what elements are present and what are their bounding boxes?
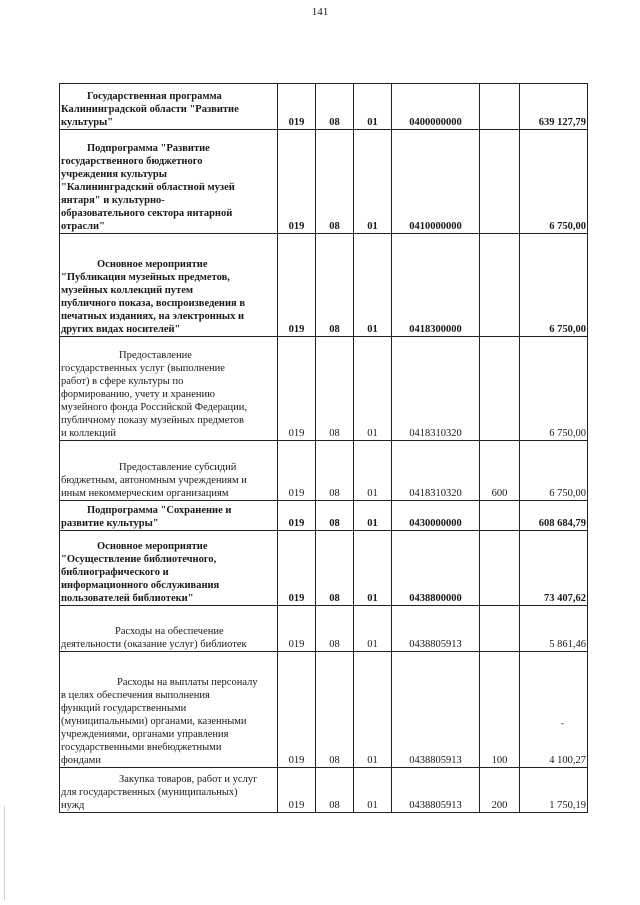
cell-csr: 0418310320	[392, 337, 480, 441]
cell-rz: 08	[316, 768, 354, 813]
cell-vr	[480, 84, 520, 130]
margin-scan-line	[4, 806, 5, 900]
cell-gr: 019	[278, 652, 316, 768]
table-row	[60, 130, 588, 234]
cell-pr: 01	[354, 606, 392, 652]
table-row	[60, 768, 588, 813]
cell-rz: 08	[316, 234, 354, 337]
dash-mark: -	[561, 718, 564, 728]
cell-pr: 01	[354, 84, 392, 130]
cell-csr: 0430000000	[392, 501, 480, 531]
cell-rz: 08	[316, 84, 354, 130]
table-row	[60, 441, 588, 501]
cell-vr: 600	[480, 441, 520, 501]
row-description: Расходы на выплаты персоналу в целях обеспечения выполнения функций государственными (муниципальными) органами, казенными учреждениями, органами управления государственными внебюджетными фондами	[60, 652, 278, 768]
cell-pr: 01	[354, 234, 392, 337]
cell-gr: 019	[278, 441, 316, 501]
table-row	[60, 606, 588, 652]
cell-vr	[480, 234, 520, 337]
table-row	[60, 337, 588, 441]
cell-rz: 08	[316, 501, 354, 531]
cell-rz: 08	[316, 441, 354, 501]
cell-gr: 019	[278, 234, 316, 337]
cell-gr: 019	[278, 606, 316, 652]
cell-vr	[480, 337, 520, 441]
row-description: Основное мероприятие "Осуществление библиотечного, библиографического и информационного обслуживания пользователей библиотеки"	[60, 531, 278, 606]
cell-csr: 0418310320	[392, 441, 480, 501]
cell-rz: 08	[316, 652, 354, 768]
cell-rz: 08	[316, 337, 354, 441]
cell-vr	[480, 130, 520, 234]
cell-csr: 0438805913	[392, 768, 480, 813]
cell-pr: 01	[354, 501, 392, 531]
table-row	[60, 501, 588, 531]
cell-rz: 08	[316, 531, 354, 606]
cell-gr: 019	[278, 768, 316, 813]
cell-amount: 1 750,19	[520, 768, 588, 813]
row-description: Государственная программа Калининградской области "Развитие культуры"	[60, 84, 278, 130]
cell-rz: 08	[316, 130, 354, 234]
cell-amount: 639 127,79	[520, 84, 588, 130]
cell-amount: 73 407,62	[520, 531, 588, 606]
cell-pr: 01	[354, 652, 392, 768]
cell-vr: 200	[480, 768, 520, 813]
cell-csr: 0438805913	[392, 652, 480, 768]
cell-gr: 019	[278, 84, 316, 130]
cell-amount: 6 750,00	[520, 441, 588, 501]
table-row	[60, 84, 588, 130]
cell-pr: 01	[354, 337, 392, 441]
cell-amount: 6 750,00	[520, 130, 588, 234]
cell-gr: 019	[278, 337, 316, 441]
table-row	[60, 531, 588, 606]
cell-amount: 608 684,79	[520, 501, 588, 531]
page-number: 141	[311, 6, 329, 18]
row-description: Расходы на обеспечение деятельности (оказание услуг) библиотек	[60, 606, 278, 652]
cell-pr: 01	[354, 768, 392, 813]
cell-csr: 0438805913	[392, 606, 480, 652]
cell-gr: 019	[278, 531, 316, 606]
cell-csr: 0438800000	[392, 531, 480, 606]
table-row	[60, 652, 588, 768]
cell-pr: 01	[354, 441, 392, 501]
row-description: Закупка товаров, работ и услуг для государственных (муниципальных) нужд	[60, 768, 278, 813]
row-description: Подпрограмма "Сохранение и развитие культуры"	[60, 501, 278, 531]
row-description: Подпрограмма "Развитие государственного бюджетного учреждения культуры "Калининградский областной музей янтаря" и культурно- образовательного сектора янтарной отрасли"	[60, 130, 278, 234]
budget-table	[59, 83, 588, 813]
cell-amount: 5 861,46	[520, 606, 588, 652]
row-description: Предоставление государственных услуг (выполнение работ) в сфере культуры по формированию, учету и хранению музейного фонда Российской Федерации, публичному показу музейных предметов и коллекций	[60, 337, 278, 441]
cell-vr	[480, 531, 520, 606]
cell-gr: 019	[278, 501, 316, 531]
cell-amount: 6 750,00	[520, 234, 588, 337]
row-description: Предоставление субсидий бюджетным, автономным учреждениям и иным некоммерческим организациям	[60, 441, 278, 501]
table-row	[60, 234, 588, 337]
row-description: Основное мероприятие "Публикация музейных предметов, музейных коллекций путем публичного показа, воспроизведения в печатных изданиях, на электронных и других видах носителей"	[60, 234, 278, 337]
cell-vr	[480, 606, 520, 652]
cell-pr: 01	[354, 531, 392, 606]
cell-pr: 01	[354, 130, 392, 234]
cell-amount: - 4 100,27	[520, 652, 588, 768]
cell-amount: 6 750,00	[520, 337, 588, 441]
cell-gr: 019	[278, 130, 316, 234]
cell-csr: 0418300000	[392, 234, 480, 337]
cell-vr	[480, 501, 520, 531]
cell-csr: 0400000000	[392, 84, 480, 130]
cell-vr: 100	[480, 652, 520, 768]
cell-rz: 08	[316, 606, 354, 652]
cell-csr: 0410000000	[392, 130, 480, 234]
